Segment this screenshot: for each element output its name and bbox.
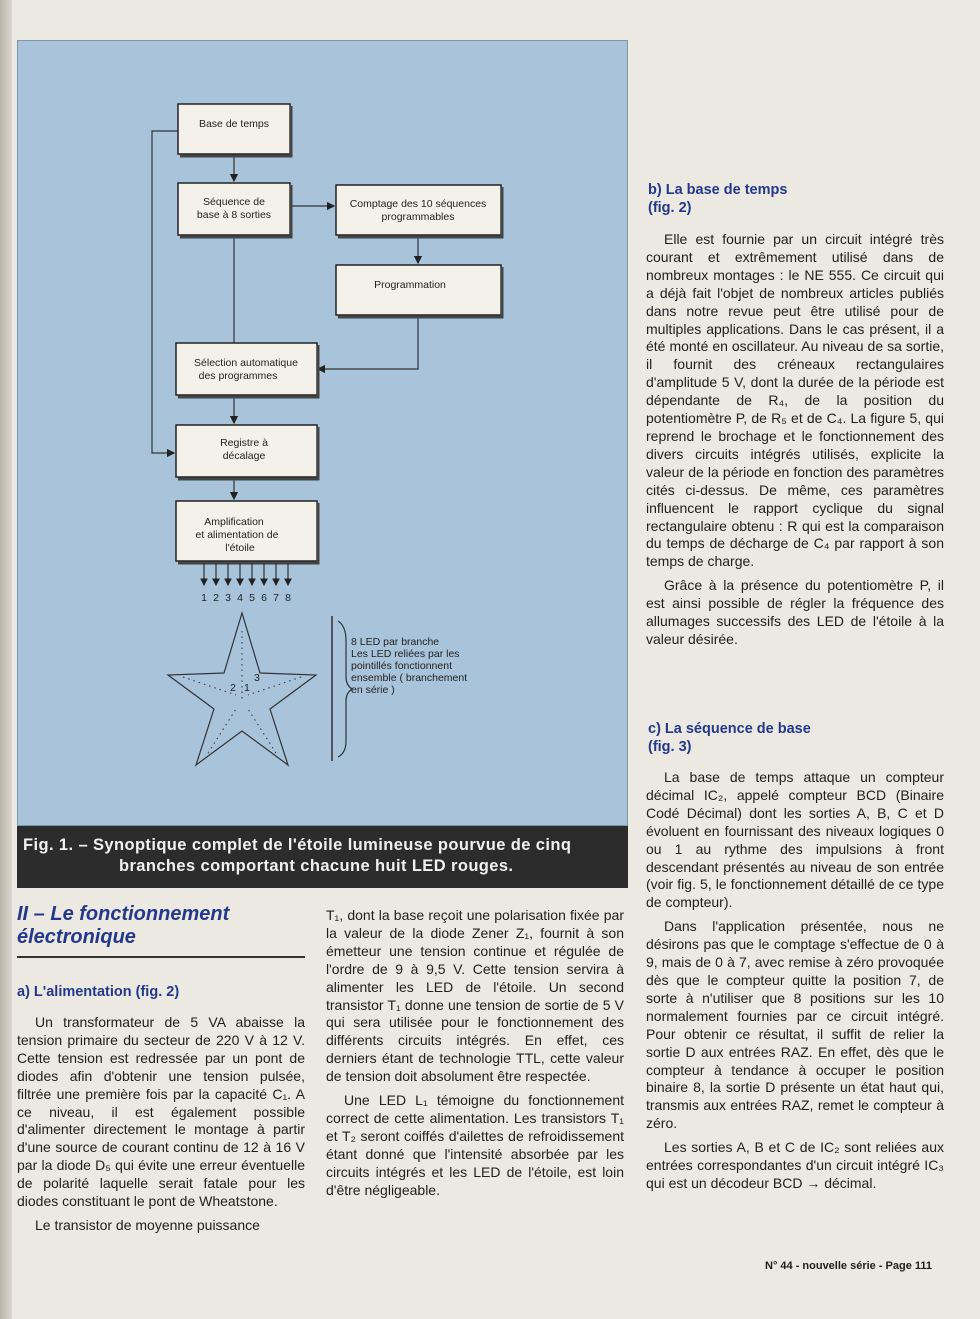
- star-labels: [230, 672, 260, 694]
- heading-base-temps-line-2: (fig. 2): [648, 200, 692, 216]
- note-line-5: en série ): [351, 684, 395, 696]
- section-title: II – Le fonctionnement électronique: [17, 903, 305, 958]
- output-number: 2: [213, 592, 219, 604]
- page-footer: N° 44 - nouvelle série - Page 111: [765, 1260, 933, 1272]
- output-number: 6: [261, 592, 267, 604]
- block-amplification-label-2: et alimentation de: [195, 529, 279, 541]
- caption-line-1: Fig. 1. – Synoptique complet de l'étoile lumineuse pourvue de cinq: [23, 836, 572, 854]
- block-diagram-svg: [18, 41, 629, 827]
- star-outline: [168, 613, 316, 765]
- caption-line-2: branches comportant chacune huit LED rouges.: [119, 857, 514, 875]
- block-amplification-label-1: Amplification: [204, 516, 264, 528]
- heading-sequence-base: [648, 720, 811, 756]
- heading-base-temps-line-1: b) La base de temps: [648, 182, 788, 198]
- figure-1-block-diagram: [17, 40, 628, 826]
- block-programmation-label: Programmation: [374, 279, 446, 291]
- note-line-4: ensemble ( branchement: [351, 672, 468, 684]
- left-paragraph-1: Un transformateur de 5 VA abaisse la tension primaire du secteur de 220 V à 12 V. Cette tension est redressée par un pont de diodes afin d'obtenir une tension pulsée, filtrée une première fois par la capacité C₁. A ce niveau, il est également possible d'alimenter directement le montage à partir d'une source de courant continu de 12 à 16 V par la diode D₅ qui évite une erreur éventuelle de polarité laquelle serait fatale pour les diodes constituant le pont de Wheatstone.: [17, 1014, 305, 1210]
- block-comptage-label-1: Comptage des 10 séquences: [349, 198, 487, 210]
- block-selection-label-1: Sélection automatique: [194, 357, 298, 369]
- output-arrows: [201, 563, 291, 604]
- block-amplification-label-3: l'étoile: [225, 542, 255, 554]
- block-registre-label-1: Registre à: [220, 437, 268, 449]
- right-paragraph-3: La base de temps attaque un compteur décimal IC₂, appelé compteur BCD (Binaire Codé Décimal) dont les sorties A, B, C et D évoluent en fournissant des niveaux logiques 0 ou 1 au rythme des impulsions à front descendant présentés au niveau de son entrée (voir fig. 5, le fonctionnement détaillé de ce type de compteur).: [646, 769, 944, 911]
- note-line-3: pointillés fonctionnent: [351, 660, 452, 672]
- heading-sequence-line-1: c) La séquence de base: [648, 721, 811, 737]
- right-column-top: [646, 231, 944, 655]
- right-column-bottom: [646, 769, 944, 1199]
- right-paragraph-4: Dans l'application présentée, nous ne désirons pas que le comptage s'effectue de 0 à 9, mais de 0 à 7, avec remise à zéro provoquée dès que le compteur quitte la position 7, de sorte à n'utiliser que 8 positions sur les 10 normalement fournies par ce circuit intégré. Pour obtenir ce résultat, il suffit de relier la sortie D aux entrées RAZ. En effet, dès que le compteur à tendance à occuper le position binaire 8, la sortie D présente un état haut qui, transmis aux entrées RAZ, remet le compteur à zéro.: [646, 918, 944, 1132]
- heading-alimentation: a) L'alimentation (fig. 2): [17, 984, 180, 1000]
- output-number: 3: [225, 592, 231, 604]
- block-sequence-label-2: base à 8 sorties: [196, 209, 272, 221]
- middle-paragraph-2: Une LED L₁ témoigne du fonctionnement correct de cette alimentation. Les transistors T₁ et T₂ seront coiffés d'ailettes de refroidissement étant donné que l'intensité absorbée par les circuits intégrés et les LED de l'étoile, est loin d'être négligeable.: [326, 1092, 624, 1198]
- heading-base-temps: [648, 181, 787, 217]
- block-selection: [176, 343, 317, 395]
- left-paragraph-2: Le transistor de moyenne puissance: [35, 1216, 260, 1233]
- block-comptage-label-2: programmables: [381, 211, 455, 223]
- page-binding-shadow: [0, 0, 12, 1319]
- output-number: 1: [201, 592, 207, 604]
- star-dotted-lines: [183, 631, 301, 753]
- figure-caption: [17, 826, 628, 888]
- block-registre-label-2: décalage: [222, 450, 266, 462]
- block-base-temps-label: Base de temps: [198, 118, 270, 130]
- svg-text:3: 3: [254, 672, 260, 684]
- block-comptage: [336, 185, 501, 235]
- block-selection-label-2: des programmes: [198, 370, 278, 382]
- left-column: [17, 1014, 305, 1241]
- heading-sequence-line-2: (fig. 3): [648, 739, 692, 755]
- right-paragraph-2: Grâce à la présence du potentiomètre P, il est ainsi possible de régler la fréquence des allumages successifs des LED de l'étoile à la valeur désirée.: [646, 577, 944, 647]
- middle-column: [326, 907, 624, 1206]
- right-paragraph-5: Les sorties A, B et C de IC₂ sont reliées aux entrées correspondantes d'un circuit intégré IC₃ qui est un décodeur BCD → décimal.: [646, 1139, 944, 1191]
- svg-text:1: 1: [244, 682, 250, 694]
- svg-text:2: 2: [230, 682, 236, 694]
- output-number: 5: [249, 592, 255, 604]
- note-line-1: 8 LED par branche: [351, 636, 440, 648]
- note-line-2: Les LED reliées par les: [351, 648, 460, 660]
- right-paragraph-1: Elle est fournie par un circuit intégré très courant et extrêmement utilisé dans de nombreux montages : le NE 555. Ce circuit qui a déjà fait l'objet de nombreux articles publiés dans notre revue peut être utilisé pour de multiples applications. Dans le cas présent, il a été monté en oscillateur. Au niveau de sa sortie, il fournit des créneaux rectangulaires d'amplitude 5 V, dont la durée de la période est dépendante de R₄, de la position du potentiomètre P, de R₅ et de C₄. La figure 5, qui reprend le brochage et le fonctionnement des divers circuits intégrés utilisés, explicite la valeur de la période en fonction des paramètres cités ci-dessus. De même, ces paramètres influencent le rapport cyclique du signal rectangulaire obtenu : R qui est la comparaison du temps de décharge de C₄ par rapport à son temps de charge.: [646, 231, 944, 570]
- output-number: 7: [273, 592, 279, 604]
- middle-paragraph-1: T₁, dont la base reçoit une polarisation fixée par la valeur de la diode Zener Z₁, fournit à son émetteur une tension continue et régulée de l'ordre de 9 à 9,5 V. Cette tension servira à alimenter les LED de l'étoile. Un second transistor T₁ donne une tension de sortie de 5 V qui sera utilisée pour le fonctionnement des différents circuits intégrés. En effet, ces derniers étant de technologie TTL, cette valeur de tension doit absolument être respectée.: [326, 907, 624, 1085]
- block-sequence-label-1: Séquence de: [203, 196, 265, 208]
- output-number: 8: [285, 592, 291, 604]
- output-number: 4: [237, 592, 243, 604]
